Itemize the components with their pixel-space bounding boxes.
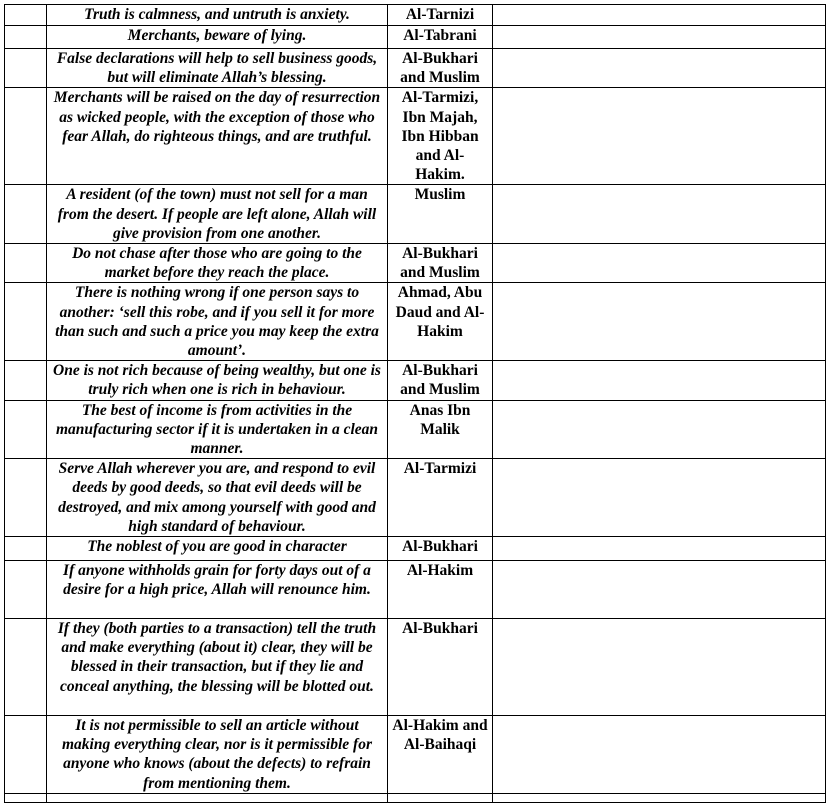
source-cell: Muslim xyxy=(388,185,493,244)
empty-cell xyxy=(493,88,826,185)
empty-cell xyxy=(493,716,826,794)
table-row xyxy=(5,716,826,794)
table-body xyxy=(5,5,826,803)
table-row xyxy=(5,283,826,361)
source-cell: Al-Bukhari and Muslim xyxy=(388,49,493,88)
row-number-cell xyxy=(5,537,47,561)
row-number-cell xyxy=(5,459,47,537)
hadith-text-cell: The noblest of you are good in character xyxy=(47,537,388,561)
empty-cell xyxy=(493,361,826,400)
source-cell: Al-Tarmizi xyxy=(388,459,493,537)
hadith-text-cell: Do not chase after those who are going to the market before they reach the place. xyxy=(47,244,388,283)
table-row xyxy=(5,537,826,561)
hadith-text-cell: It is not permissible to sell an article without making everything clear, nor is it permissible for anyone who knows (about the defects) to refrain from mentioning them. xyxy=(47,716,388,794)
table-row-partial xyxy=(5,794,826,803)
row-number-cell xyxy=(5,619,47,716)
hadith-text-cell: If anyone withholds grain for forty days out of a desire for a high price, Allah will renounce him. xyxy=(47,561,388,619)
source-cell: Ahmad, Abu Daud and Al-Hakim xyxy=(388,283,493,361)
table-row xyxy=(5,619,826,716)
source-cell: Al-Tarnizi xyxy=(388,5,493,26)
empty-cell xyxy=(493,244,826,283)
empty-cell xyxy=(493,49,826,88)
hadith-text-cell: Merchants, beware of lying. xyxy=(47,26,388,49)
source-cell: Al-Bukhari and Muslim xyxy=(388,361,493,400)
empty-cell xyxy=(493,537,826,561)
table-row xyxy=(5,5,826,26)
row-number-cell xyxy=(5,794,47,803)
row-number-cell xyxy=(5,49,47,88)
row-number-cell xyxy=(5,400,47,459)
source-cell: Al-Bukhari xyxy=(388,619,493,716)
row-number-cell xyxy=(5,361,47,400)
row-number-cell xyxy=(5,283,47,361)
table-row xyxy=(5,400,826,459)
empty-cell xyxy=(493,283,826,361)
empty-cell xyxy=(493,794,826,803)
source-cell: Al-Bukhari xyxy=(388,537,493,561)
source-cell: Al-Tabrani xyxy=(388,26,493,49)
hadith-text-cell: A resident (of the town) must not sell for a man from the desert. If people are left alone, Allah will give provision from one another. xyxy=(47,185,388,244)
hadith-text-cell: There is nothing wrong if one person says to another: ‘sell this robe, and if you sell it for more than such and such a price you may keep the extra amount’. xyxy=(47,283,388,361)
row-number-cell xyxy=(5,716,47,794)
source-cell: Al-Tarmizi, Ibn Majah, Ibn Hibban and Al-Hakim. xyxy=(388,88,493,185)
row-number-cell xyxy=(5,26,47,49)
hadith-text-cell: Merchants will be raised on the day of resurrection as wicked people, with the exception of those who fear Allah, do righteous things, and are truthful. xyxy=(47,88,388,185)
empty-cell xyxy=(493,561,826,619)
row-number-cell xyxy=(5,185,47,244)
table-row xyxy=(5,244,826,283)
empty-cell xyxy=(493,26,826,49)
hadith-table xyxy=(4,4,826,803)
row-number-cell xyxy=(5,244,47,283)
empty-cell xyxy=(493,185,826,244)
empty-cell xyxy=(493,5,826,26)
source-cell: Al-Bukhari and Muslim xyxy=(388,244,493,283)
source-cell xyxy=(388,794,493,803)
hadith-text-cell: Serve Allah wherever you are, and respond to evil deeds by good deeds, so that evil deeds will be destroyed, and mix among yourself with good and high standard of behaviour. xyxy=(47,459,388,537)
row-number-cell xyxy=(5,88,47,185)
empty-cell xyxy=(493,459,826,537)
table-row xyxy=(5,361,826,400)
source-cell: Al-Hakim xyxy=(388,561,493,619)
table-row xyxy=(5,185,826,244)
hadith-text-cell: False declarations will help to sell business goods, but will eliminate Allah’s blessing. xyxy=(47,49,388,88)
row-number-cell xyxy=(5,5,47,26)
hadith-text-cell: The best of income is from activities in the manufacturing sector if it is undertaken in a clean manner. xyxy=(47,400,388,459)
source-cell: Al-Hakim and Al-Baihaqi xyxy=(388,716,493,794)
row-number-cell xyxy=(5,561,47,619)
hadith-text-cell: Truth is calmness, and untruth is anxiety. xyxy=(47,5,388,26)
table-row xyxy=(5,561,826,619)
empty-cell xyxy=(493,619,826,716)
hadith-text-cell xyxy=(47,794,388,803)
hadith-text-cell: If they (both parties to a transaction) tell the truth and make everything (about it) clear, they will be blessed in their transaction, but if they lie and conceal anything, the blessing will be blotted out. xyxy=(47,619,388,716)
table-row xyxy=(5,49,826,88)
table-row xyxy=(5,459,826,537)
table-row xyxy=(5,88,826,185)
empty-cell xyxy=(493,400,826,459)
table-row xyxy=(5,26,826,49)
source-cell: Anas Ibn Malik xyxy=(388,400,493,459)
hadith-text-cell: One is not rich because of being wealthy, but one is truly rich when one is rich in behaviour. xyxy=(47,361,388,400)
